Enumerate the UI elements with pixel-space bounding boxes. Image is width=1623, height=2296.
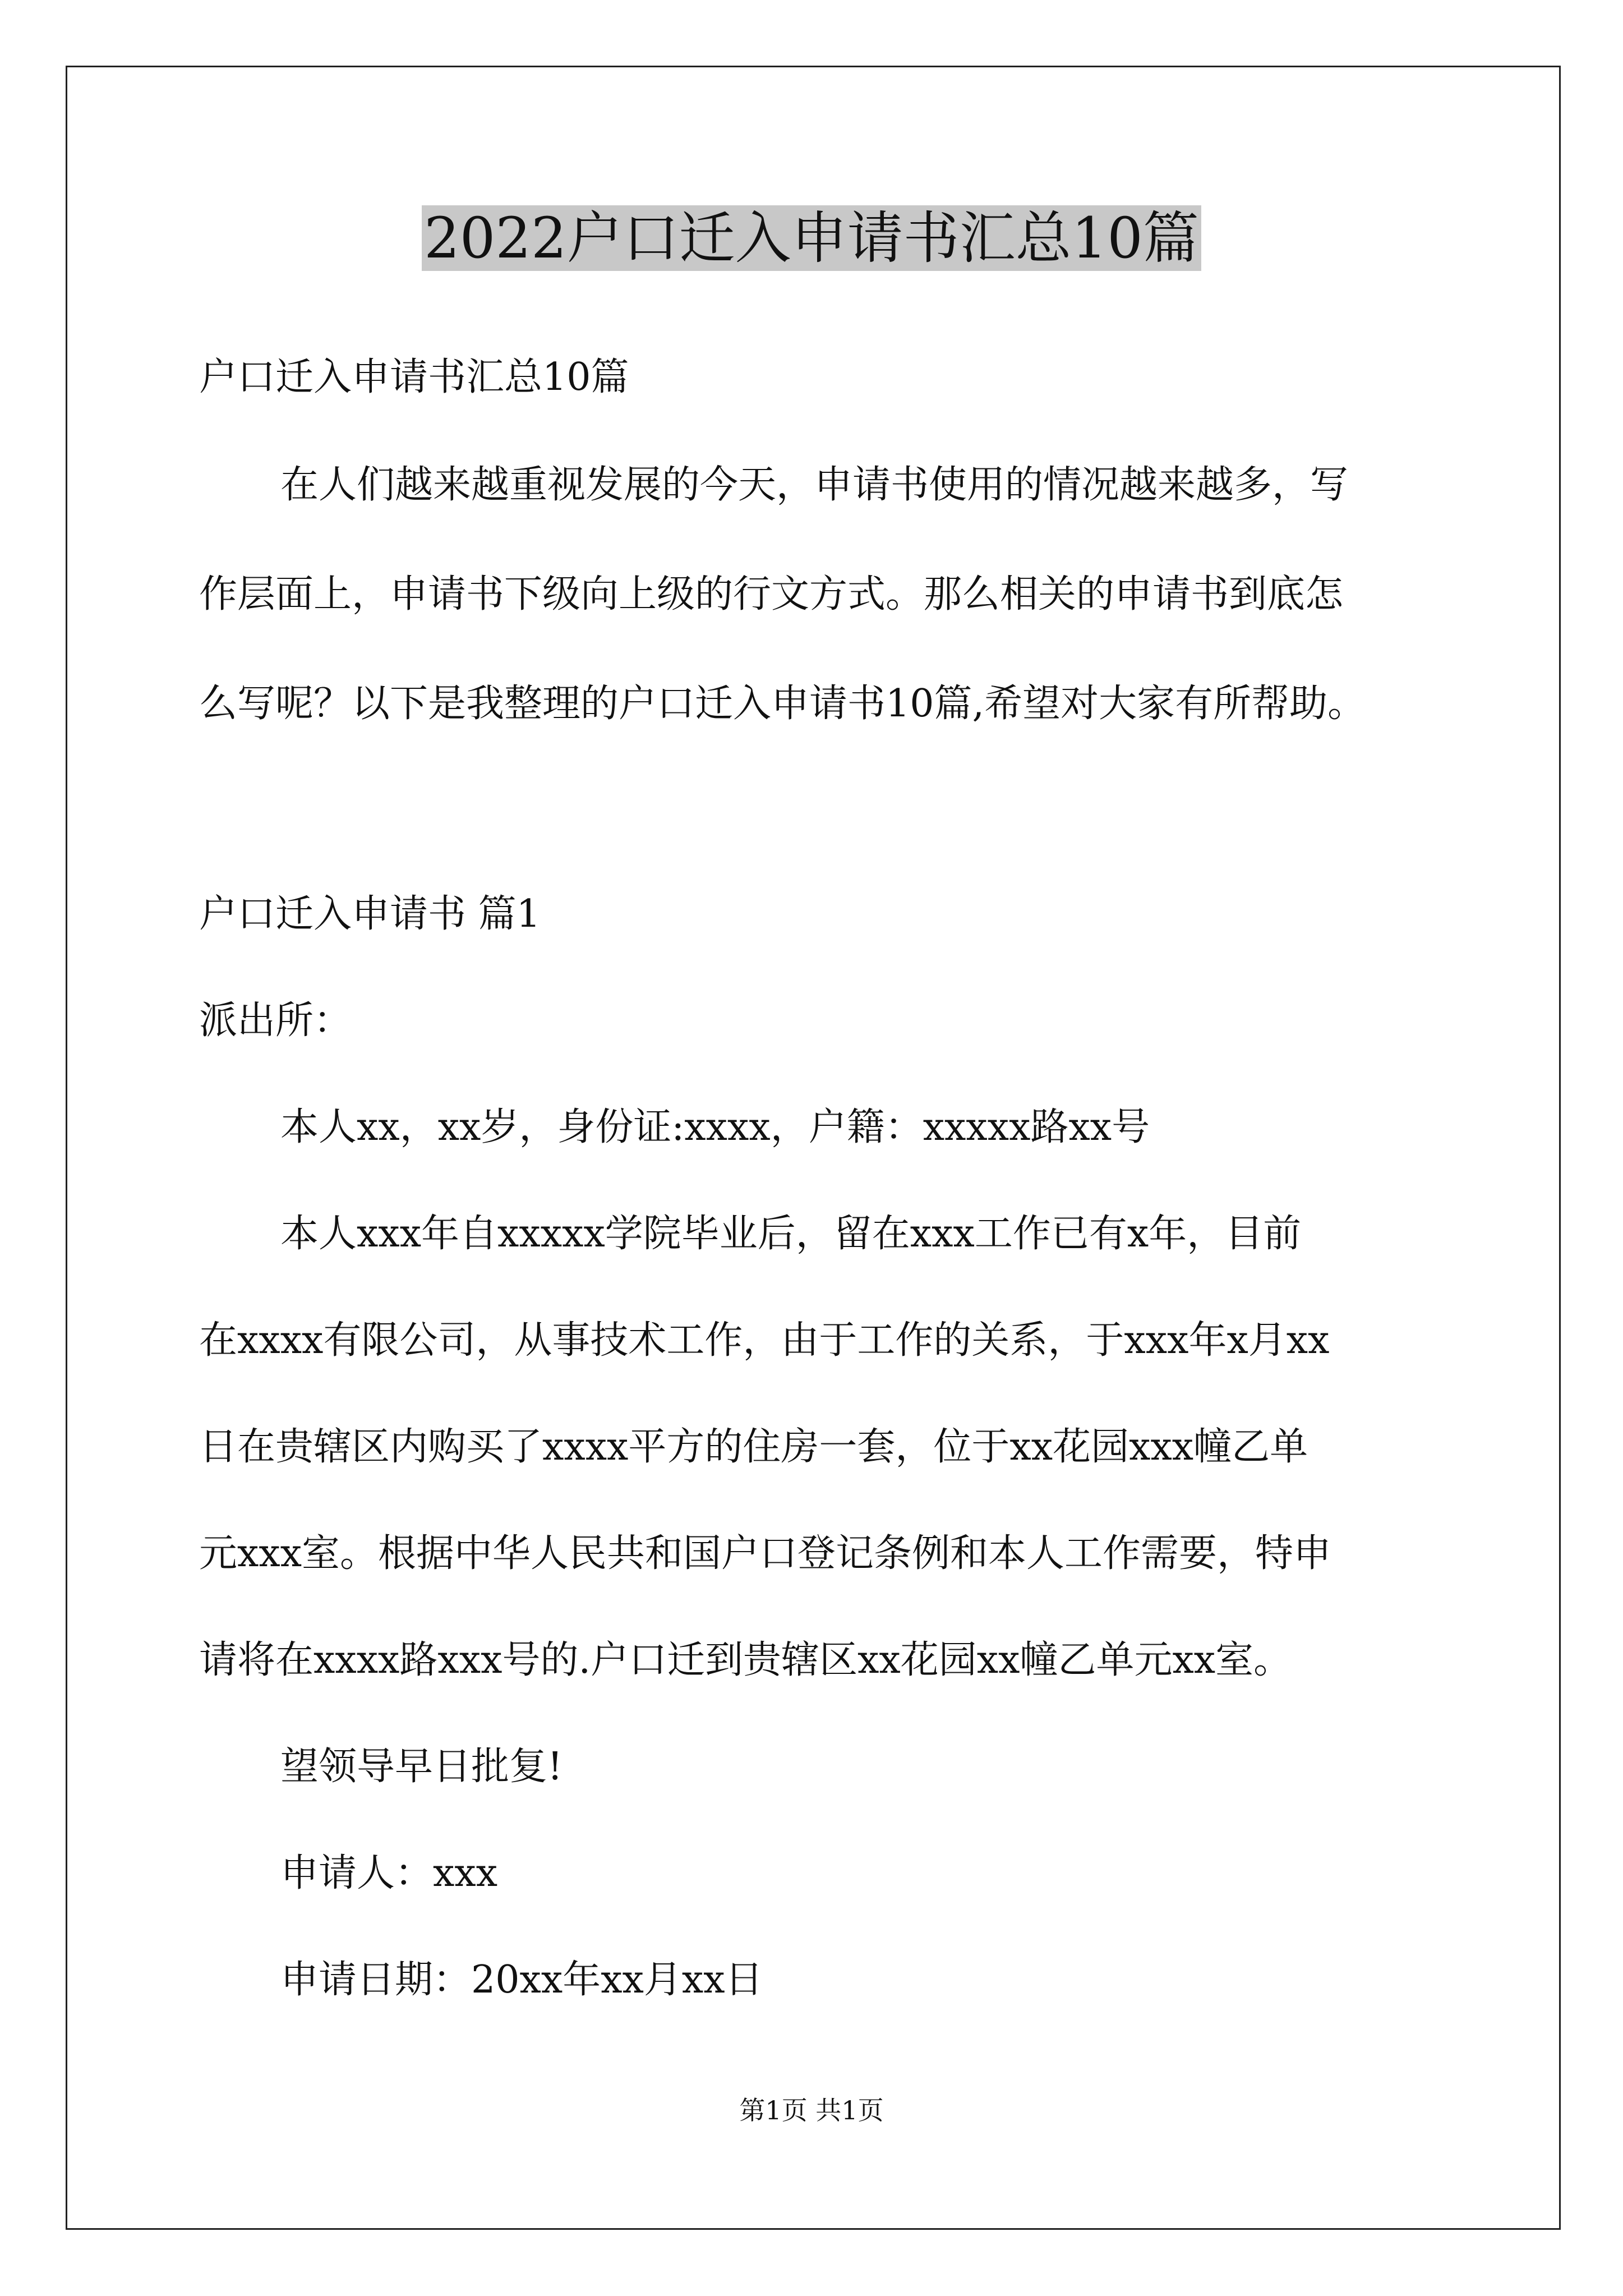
addressee: 派出所： (199, 999, 352, 1043)
applicant-signature: 申请人：xxx (280, 1851, 498, 1895)
document-title-text: 2022户口迁入申请书汇总10篇 (422, 205, 1201, 271)
closing-request: 望领导早日批复! (280, 1745, 563, 1789)
application-date: 申请日期：20xx年xx月xx日 (280, 1958, 763, 2002)
document-subtitle: 户口迁入申请书汇总10篇 (199, 355, 629, 399)
applicant-info: 本人xx，xx岁，身份证:xxxx，户籍：xxxxx路xx号 (280, 1105, 1150, 1149)
section-heading: 户口迁入申请书 篇1 (199, 892, 541, 936)
page-footer: 第1页 共1页 (739, 2095, 884, 2125)
intro-line-3: 么写呢？以下是我整理的户口迁入申请书10篇,希望对大家有所帮助。 (199, 682, 1366, 726)
body-line-3: 日在贵辖区内购买了xxxx平方的住房一套，位于xx花园xxx幢乙单 (199, 1425, 1308, 1469)
body-line-5: 请将在xxxx路xxx号的.户口迁到贵辖区xx花园xx幢乙单元xx室。 (199, 1638, 1292, 1682)
intro-line-2: 作层面上，申请书下级向上级的行文方式。那么相关的申请书到底怎 (199, 572, 1344, 616)
body-line-2: 在xxxx有限公司，从事技术工作，由于工作的关系，于xxx年x月xx (199, 1318, 1330, 1363)
body-line-1: 本人xxx年自xxxxx学院毕业后，留在xxx工作已有x年，目前 (280, 1212, 1302, 1256)
intro-line-1: 在人们越来越重视发展的今天，申请书使用的情况越来越多，写 (280, 463, 1349, 507)
document-title (0, 199, 1623, 278)
body-line-4: 元xxx室。根据中华人民共和国户口登记条例和本人工作需要，特申 (199, 1531, 1332, 1576)
